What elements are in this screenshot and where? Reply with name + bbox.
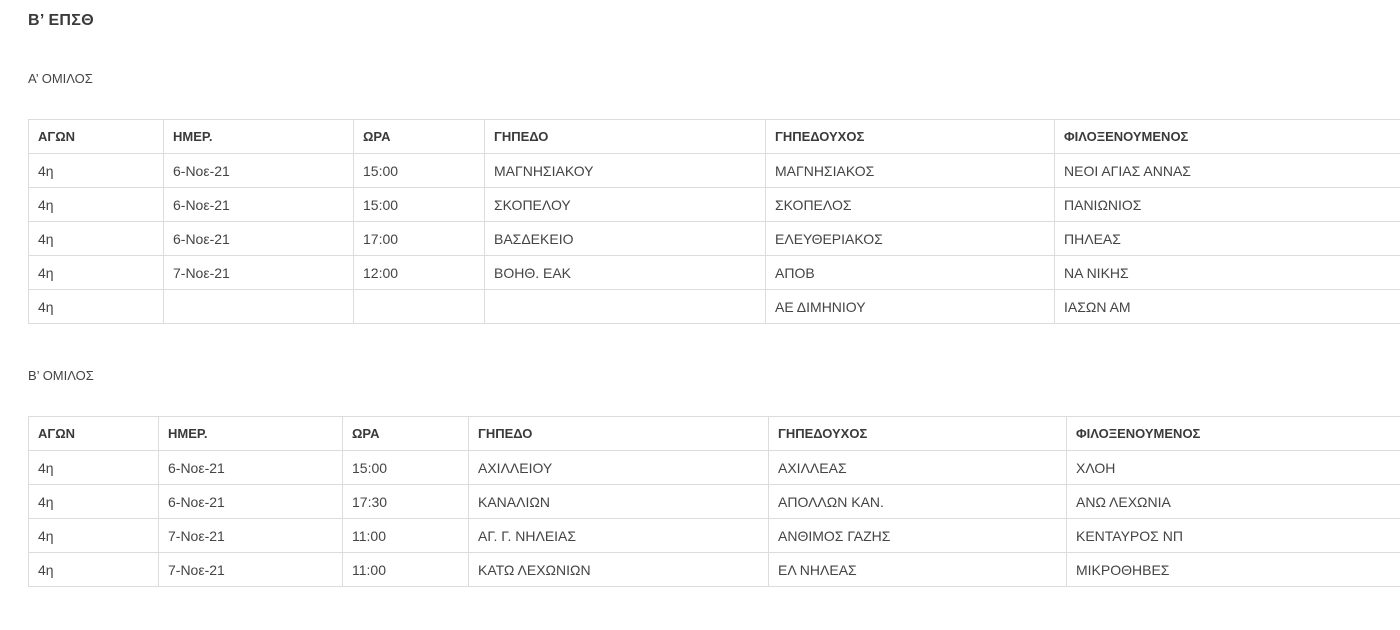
header-away-team: ΦΙΛΟΞΕΝΟΥΜΕΝΟΣ [1055,120,1400,154]
group-a-title: Α’ ΟΜΙΛΟΣ [28,71,93,86]
cell-away-team: ΝΕΟΙ ΑΓΙΑΣ ΑΝΝΑΣ [1055,154,1400,188]
cell-home-team: ΑΠΟΒ [766,256,1055,290]
cell-round: 4η [29,451,159,485]
cell-round: 4η [29,485,159,519]
header-time: ΩΡΑ [343,417,469,451]
cell-date: 6-Νοε-21 [159,451,343,485]
table-row [29,154,1400,188]
cell-away-team: ΙΑΣΩΝ ΑΜ [1055,290,1400,324]
header-venue: ΓΗΠΕΔΟ [485,120,766,154]
cell-date [164,290,354,324]
group-b-fixtures-table [28,416,1400,587]
table-row [29,256,1400,290]
cell-venue: ΣΚΟΠΕΛΟΥ [485,188,766,222]
cell-time: 17:30 [343,485,469,519]
cell-home-team: ΑΝΘΙΜΟΣ ΓΑΖΗΣ [769,519,1067,553]
table-row [29,485,1400,519]
cell-date: 6-Νοε-21 [164,154,354,188]
cell-time: 17:00 [354,222,485,256]
header-home-team: ΓΗΠΕΔΟΥΧΟΣ [769,417,1067,451]
cell-time: 15:00 [343,451,469,485]
cell-round: 4η [29,188,164,222]
table-row [29,553,1400,587]
header-home-team: ΓΗΠΕΔΟΥΧΟΣ [766,120,1055,154]
cell-home-team: ΜΑΓΝΗΣΙΑΚΟΣ [766,154,1055,188]
header-time: ΩΡΑ [354,120,485,154]
table-row [29,222,1400,256]
cell-time: 15:00 [354,188,485,222]
table-row [29,290,1400,324]
cell-round: 4η [29,519,159,553]
cell-venue: ΜΑΓΝΗΣΙΑΚΟΥ [485,154,766,188]
cell-round: 4η [29,290,164,324]
cell-home-team: ΑΕ ΔΙΜΗΝΙΟΥ [766,290,1055,324]
table-row [29,519,1400,553]
cell-venue: ΑΧΙΛΛΕΙΟΥ [469,451,769,485]
cell-time: 12:00 [354,256,485,290]
cell-away-team: ΧΛΟΗ [1067,451,1400,485]
header-round: ΑΓΩΝ [29,120,164,154]
cell-home-team: ΑΠΟΛΛΩΝ ΚΑΝ. [769,485,1067,519]
cell-away-team: ΚΕΝΤΑΥΡΟΣ ΝΠ [1067,519,1400,553]
cell-away-team: ΜΙΚΡΟΘΗΒΕΣ [1067,553,1400,587]
cell-home-team: ΕΛΕΥΘΕΡΙΑΚΟΣ [766,222,1055,256]
cell-venue: ΚΑΤΩ ΛΕΧΩΝΙΩΝ [469,553,769,587]
cell-venue: ΚΑΝΑΛΙΩΝ [469,485,769,519]
cell-date: 6-Νοε-21 [159,485,343,519]
cell-time [354,290,485,324]
cell-date: 7-Νοε-21 [159,553,343,587]
cell-away-team: ΠΑΝΙΩΝΙΟΣ [1055,188,1400,222]
cell-away-team: ΝΑ ΝΙΚΗΣ [1055,256,1400,290]
page-title: Β’ ΕΠΣΘ [28,12,94,29]
header-date: ΗΜΕΡ. [164,120,354,154]
cell-date: 6-Νοε-21 [164,188,354,222]
header-round: ΑΓΩΝ [29,417,159,451]
header-venue: ΓΗΠΕΔΟ [469,417,769,451]
group-b-title: Β’ ΟΜΙΛΟΣ [28,368,94,383]
cell-home-team: ΕΛ ΝΗΛΕΑΣ [769,553,1067,587]
group-a-fixtures-table [28,119,1400,324]
cell-away-team: ΑΝΩ ΛΕΧΩΝΙΑ [1067,485,1400,519]
cell-away-team: ΠΗΛΕΑΣ [1055,222,1400,256]
cell-home-team: ΑΧΙΛΛΕΑΣ [769,451,1067,485]
cell-round: 4η [29,553,159,587]
cell-time: 15:00 [354,154,485,188]
cell-date: 7-Νοε-21 [159,519,343,553]
table-header-row [29,120,1400,154]
cell-date: 7-Νοε-21 [164,256,354,290]
cell-venue: ΒΑΣΔΕΚΕΙΟ [485,222,766,256]
cell-venue: ΑΓ. Γ. ΝΗΛΕΙΑΣ [469,519,769,553]
cell-round: 4η [29,222,164,256]
header-date: ΗΜΕΡ. [159,417,343,451]
table-row [29,188,1400,222]
table-row [29,451,1400,485]
cell-round: 4η [29,256,164,290]
cell-time: 11:00 [343,553,469,587]
cell-round: 4η [29,154,164,188]
cell-venue: ΒΟΗΘ. ΕΑΚ [485,256,766,290]
cell-date: 6-Νοε-21 [164,222,354,256]
cell-venue [485,290,766,324]
table-header-row [29,417,1400,451]
header-away-team: ΦΙΛΟΞΕΝΟΥΜΕΝΟΣ [1067,417,1400,451]
cell-home-team: ΣΚΟΠΕΛΟΣ [766,188,1055,222]
cell-time: 11:00 [343,519,469,553]
